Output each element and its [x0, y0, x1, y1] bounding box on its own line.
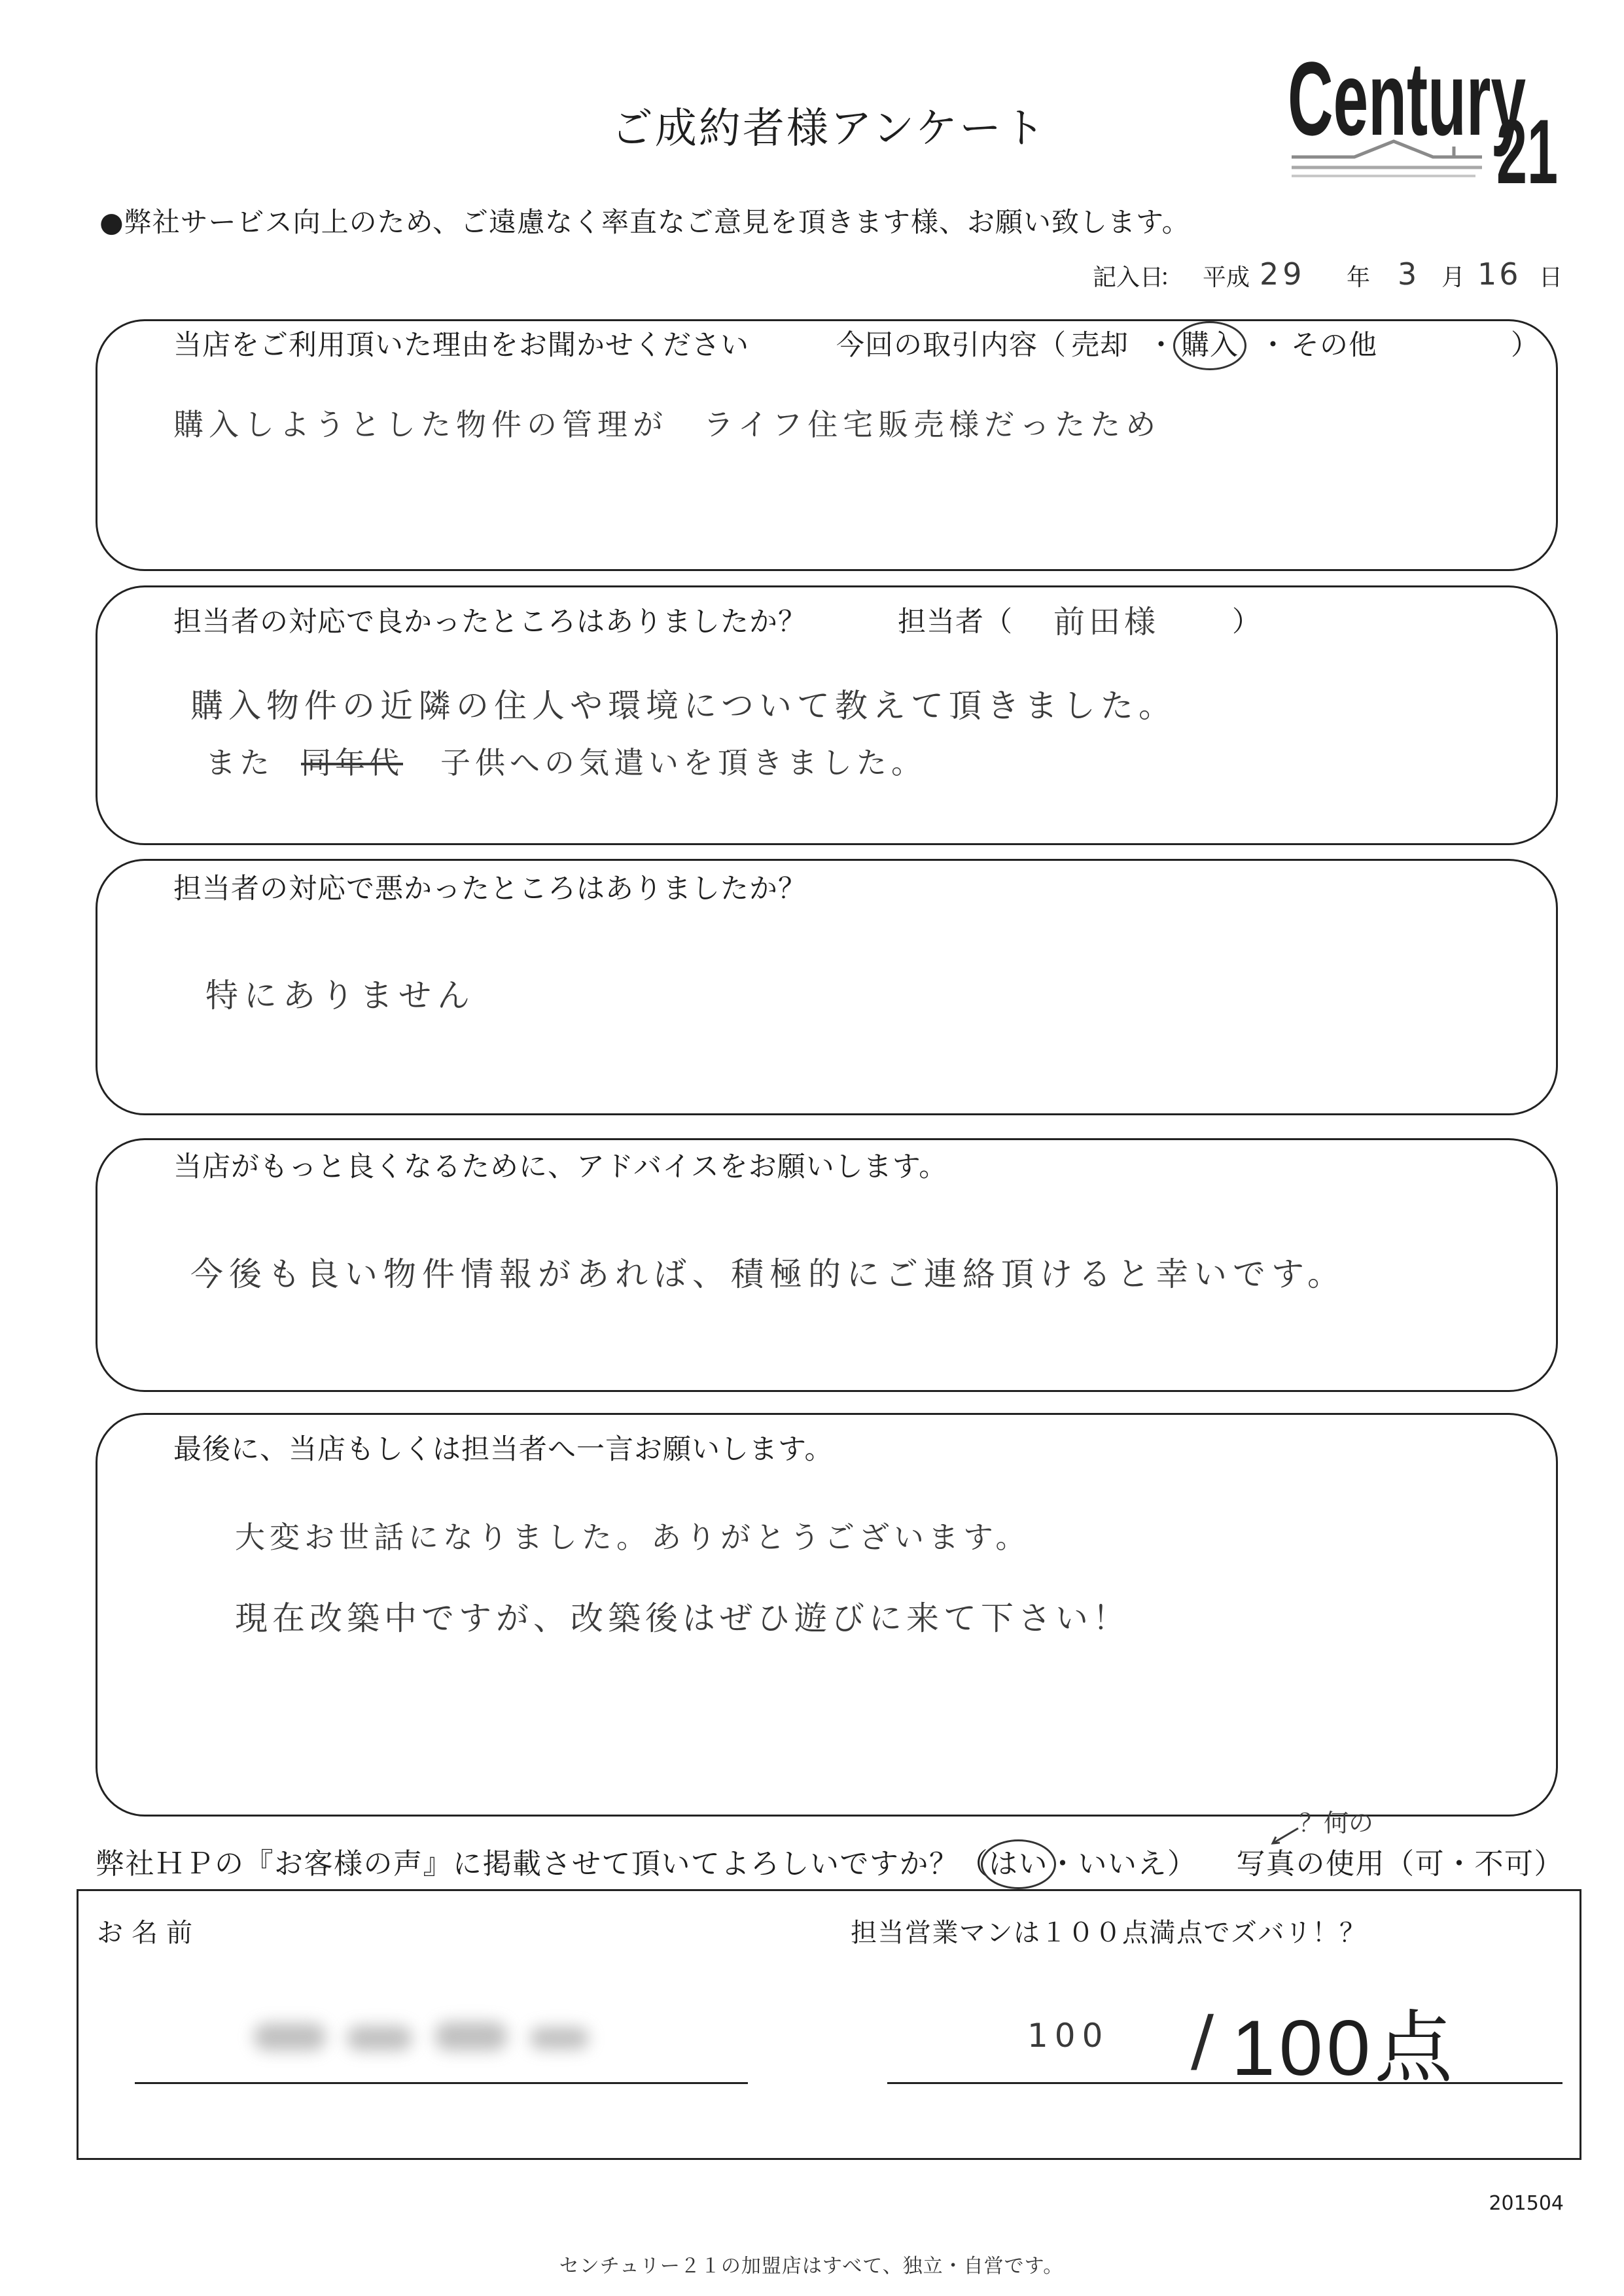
- photo-usage-label: 写真の使用（: [1236, 1847, 1415, 1881]
- logo-wordmark: Century: [1288, 40, 1527, 157]
- date-month-unit: 月: [1441, 264, 1466, 291]
- score-prompt: 担当営業マンは１００点満点でズバリ！？: [851, 1918, 1367, 1948]
- good-points-answer-line2-end: 子供への気遣いを頂きました。: [440, 745, 926, 780]
- annotation-arrow-icon: [1269, 1826, 1299, 1846]
- photo-separator: ・: [1445, 1847, 1475, 1881]
- reason-question: 当店をご利用頂いた理由をお聞かせください: [173, 329, 749, 362]
- good-points-section: [96, 585, 1558, 845]
- good-points-question: 担当者の対応で良かったところはありましたか？: [173, 606, 807, 638]
- photo-option-not-allowed: 不可: [1474, 1847, 1534, 1881]
- name-underline: [135, 2082, 748, 2084]
- staff-name: 前田様: [1053, 604, 1160, 640]
- reason-answer: 購入しようとした物件の管理が ライフ住宅販売様だったため: [173, 407, 1161, 442]
- photo-usage: [1236, 1847, 1564, 1881]
- staff-label: 担当者（: [898, 606, 1013, 638]
- publish-option-no: いいえ: [1078, 1847, 1167, 1881]
- form-code: 201504: [1489, 2192, 1564, 2215]
- bad-points-section: [96, 859, 1558, 1115]
- transaction-close: ）: [1511, 329, 1540, 362]
- transaction-option-other: その他: [1291, 329, 1377, 362]
- intro-text: ●弊社サービス向上のため、ご遠慮なく率直なご意見を頂きます様、お願い致します。: [99, 206, 1190, 238]
- date-era: 平成: [1203, 264, 1250, 291]
- message-section: [96, 1413, 1558, 1817]
- date-year-unit: 年: [1347, 264, 1371, 291]
- staff-close: ）: [1232, 606, 1261, 638]
- publish-separator: ・: [1048, 1847, 1078, 1881]
- name-label: お名前: [97, 1918, 201, 1948]
- transaction-option-purchase: 購入: [1181, 329, 1239, 362]
- date-label: 記入日: [1093, 264, 1164, 291]
- date-day-unit: 日: [1539, 264, 1563, 291]
- date-year: 29: [1260, 256, 1306, 292]
- redacted-name-blob: [435, 2022, 507, 2051]
- message-question: 最後に、当店もしくは担当者へ一言お願いします。: [173, 1433, 834, 1466]
- photo-handwritten-note: ？何の: [1299, 1809, 1374, 1837]
- date-day: 16: [1477, 256, 1521, 292]
- survey-title: ご成約者様アンケート: [610, 105, 1048, 153]
- advice-question: 当店がもっと良くなるために、アドバイスをお願いします。: [173, 1151, 948, 1183]
- bad-points-answer: 特にありません: [205, 977, 476, 1015]
- logo-number: 21: [1496, 100, 1558, 203]
- photo-option-allowed: 可: [1415, 1847, 1445, 1881]
- good-points-answer-line1: 購入物件の近隣の住人や環境について教えて頂きました。: [190, 687, 1176, 725]
- transaction-separator: ・: [1147, 329, 1176, 362]
- good-points-struck-text: 同年代: [301, 745, 403, 780]
- transaction-separator: ・: [1259, 329, 1288, 362]
- transaction-option-sale: 売却: [1071, 329, 1129, 362]
- signature-box: [77, 1889, 1581, 2160]
- redacted-name-blob: [254, 2023, 326, 2051]
- transaction-label: 今回の取引内容（: [836, 329, 1067, 362]
- bad-points-question: 担当者の対応で悪かったところはありましたか？: [173, 873, 807, 905]
- century21-logo: [1282, 40, 1564, 203]
- publish-consent-line: [96, 1847, 1564, 1881]
- good-points-answer-line2-start: また: [205, 745, 274, 780]
- date-month: 3: [1398, 256, 1417, 292]
- publish-question: 弊社ＨＰの『お客様の声』に掲載させて頂いてよろしいですか？（: [96, 1847, 989, 1881]
- advice-answer: 今後も良い物件情報があれば、積極的にご連絡頂けると幸いです。: [190, 1255, 1346, 1293]
- message-answer-line2: 現在改築中ですが、改築後はぜひ遊びに来て下さい！: [235, 1599, 1130, 1637]
- date-colon: ：: [1159, 264, 1184, 291]
- redacted-name-blob: [530, 2027, 589, 2049]
- message-answer-line1: 大変お世話になりました。ありがとうございます。: [235, 1520, 1031, 1555]
- photo-close: ）: [1534, 1847, 1564, 1881]
- advice-section: [96, 1138, 1558, 1392]
- score-underline: [887, 2082, 1562, 2084]
- score-value: 100: [1027, 2017, 1110, 2055]
- publish-option-yes: はい: [989, 1847, 1048, 1881]
- publish-close: ）: [1167, 1847, 1197, 1881]
- score-slash: /: [1191, 2000, 1214, 2080]
- footer-note: センチュリー２１の加盟店はすべて、独立・自営です。: [559, 2255, 1064, 2278]
- reason-section: [96, 319, 1558, 571]
- redacted-name-blob: [347, 2026, 412, 2051]
- score-max: 100点: [1231, 2004, 1457, 2092]
